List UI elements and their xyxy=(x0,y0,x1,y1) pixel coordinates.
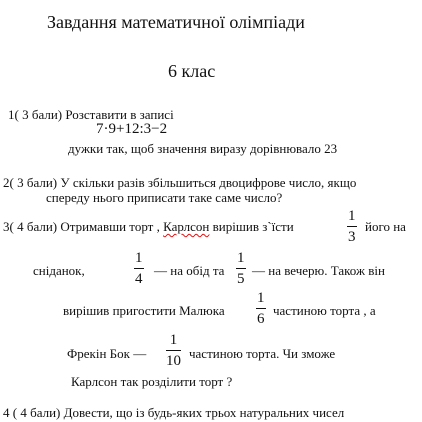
fraction-1-3 xyxy=(347,209,357,245)
name-karlson: Карлсон xyxy=(163,219,210,234)
problem-3-line-1 xyxy=(3,219,294,235)
problem-3-text-h: частиною торта , а xyxy=(273,303,376,318)
problem-3-text-i: Фрекін Бок — xyxy=(67,346,147,361)
problem-3-text-e: — на обід та xyxy=(154,263,225,278)
fraction-1-10 xyxy=(166,333,181,369)
fraction-numerator: 1 xyxy=(237,250,245,266)
problem-1-text-2: дужки так, щоб значення виразу дорівнювало 23 xyxy=(68,141,338,156)
problem-1-points: 1( 3 бали) xyxy=(8,107,63,122)
problem-1-text: Розставити в записі xyxy=(65,107,174,122)
problem-3-points: 3( 4 бали) xyxy=(3,219,58,234)
problem-3-text-j: частиною торта. Чи зможе xyxy=(189,346,336,361)
fraction-numerator: 1 xyxy=(169,332,178,348)
problem-4-points: 4 ( 4 бали) xyxy=(3,405,61,420)
fraction-numerator: 1 xyxy=(257,290,265,306)
fraction-denominator: 3 xyxy=(348,229,356,245)
fraction-denominator: 5 xyxy=(237,271,245,287)
problem-2-points: 2( 3 бали) xyxy=(3,175,58,190)
problem-3-text-k: Карлсон так розділити торт ? xyxy=(71,374,233,389)
fraction-numerator: 1 xyxy=(348,208,356,224)
problem-3-text-g: вирішив пригостити Малюка xyxy=(63,303,225,318)
problem-4-statement xyxy=(3,405,344,421)
problem-3-text-f: — на вечерю. Також він xyxy=(252,263,385,278)
problem-3-text-b: вирішив з`їсти xyxy=(212,219,294,234)
page-title: Завдання математичної олімпіади xyxy=(47,12,305,32)
fraction-1-4 xyxy=(134,251,144,287)
problem-3-text-a: Отримавши торт , xyxy=(60,219,160,234)
fraction-1-5 xyxy=(236,251,246,287)
problem-1-formula: 7·9+12:3−2 xyxy=(96,121,168,137)
fraction-denominator: 10 xyxy=(166,353,181,369)
problem-2-statement xyxy=(3,175,356,191)
grade-label: 6 клас xyxy=(168,61,216,81)
problem-3-text-d: сніданок, xyxy=(33,263,85,278)
problem-4-text: Довести, що із будь-яких трьох натуральних чисел xyxy=(63,405,345,420)
problem-2-text: У скільки разів збільшиться двоцифрове число, якщо xyxy=(60,175,357,190)
fraction-numerator: 1 xyxy=(135,250,143,266)
fraction-denominator: 4 xyxy=(135,271,143,287)
problem-3-text-c: його на xyxy=(365,219,406,234)
fraction-denominator: 6 xyxy=(257,311,265,327)
problem-2-text-2: спереду нього приписати таке саме число? xyxy=(46,190,283,205)
fraction-1-6 xyxy=(256,291,266,327)
